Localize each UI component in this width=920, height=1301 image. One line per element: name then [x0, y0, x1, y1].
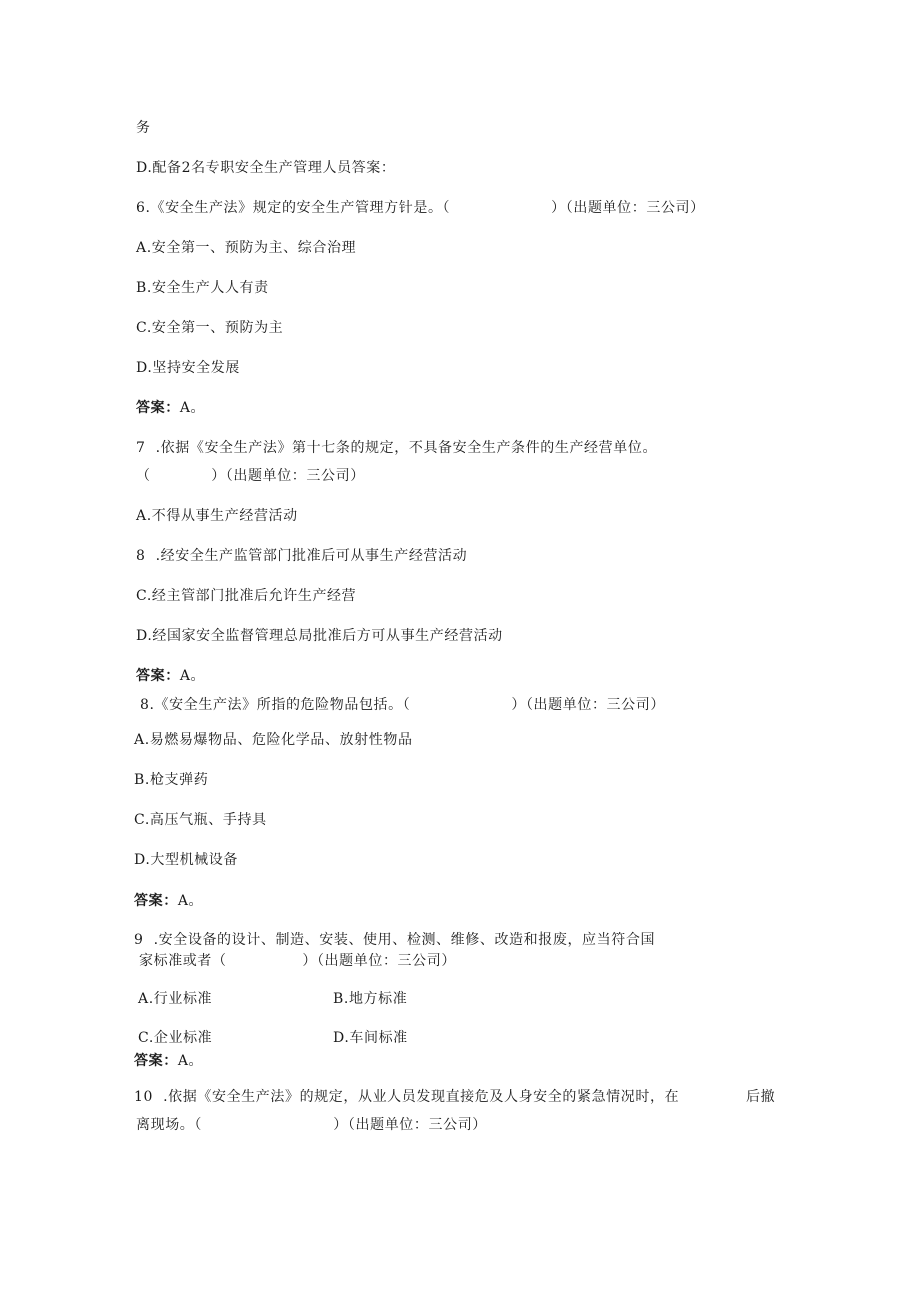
question-10-tail: 后撤 — [746, 1089, 776, 1105]
option-a: A.行业标准 — [138, 991, 213, 1007]
option-b: B.枪支弹药 — [134, 772, 209, 788]
option-c: C.高压气瓶、手持具 — [134, 812, 267, 828]
question-6: 6.《安全生产法》规定的安全生产管理方针是。（ ）（出题单位：三公司） — [136, 200, 705, 216]
option-b: B.地方标准 — [333, 991, 408, 1007]
answer-label: 答案： — [136, 400, 180, 416]
answer-line — [134, 892, 203, 910]
answer-value: A。 — [179, 400, 206, 416]
question-7: 7 .依据《安全生产法》第十七条的规定，不具备安全生产条件的生产经营单位。 — [136, 440, 658, 456]
answer-label: 答案： — [136, 668, 180, 684]
answer-value: A。 — [179, 668, 206, 684]
answer-value: A。 — [177, 1053, 204, 1069]
option-d: D.车间标准 — [333, 1030, 408, 1046]
option-c: C.经主管部门批准后允许生产经营 — [136, 588, 357, 604]
option-d: D.大型机械设备 — [134, 852, 238, 868]
answer-line — [134, 1052, 203, 1070]
text-line: 务 — [136, 120, 151, 136]
answer-value: A。 — [177, 893, 204, 909]
option-c: C.企业标准 — [138, 1030, 213, 1046]
answer-label: 答案： — [134, 893, 178, 909]
question-8: 8.《安全生产法》所指的危险物品包括。（ ）（出题单位：三公司） — [140, 697, 665, 713]
question-9: 9 .安全设备的设计、制造、安装、使用、检测、维修、改造和报废，应当符合国 — [134, 932, 656, 948]
option-a: A.不得从事生产经营活动 — [136, 508, 298, 524]
option-d: D.配备2名专职安全生产管理人员答案： — [136, 160, 396, 176]
option-a: A.安全第一、预防为主、综合治理 — [136, 240, 357, 256]
question-9-continued: 家标准或者（ ）（出题单位：三公司） — [139, 953, 456, 969]
answer-label: 答案： — [134, 1053, 178, 1069]
answer-line — [136, 667, 205, 685]
answer-line — [136, 399, 205, 417]
option-c: C.安全第一、预防为主 — [136, 320, 284, 336]
question-7-continued: （ ）（出题单位：三公司） — [136, 468, 365, 484]
option-b: B.安全生产人人有责 — [136, 280, 269, 296]
option-d: D.经国家安全监督管理总局批准后方可从事生产经营活动 — [136, 628, 503, 644]
option-a: A.易燃易爆物品、危险化学品、放射性物品 — [134, 732, 413, 748]
option-d: D.坚持安全发展 — [136, 360, 240, 376]
question-10-continued: 离现场。（ ）（出题单位：三公司） — [136, 1117, 487, 1133]
option-b: 8 .经安全生产监管部门批准后可从事生产经营活动 — [136, 548, 468, 564]
question-10: 10 .依据《安全生产法》的规定，从业人员发现直接危及人身安全的紧急情况时，在 — [134, 1089, 680, 1105]
